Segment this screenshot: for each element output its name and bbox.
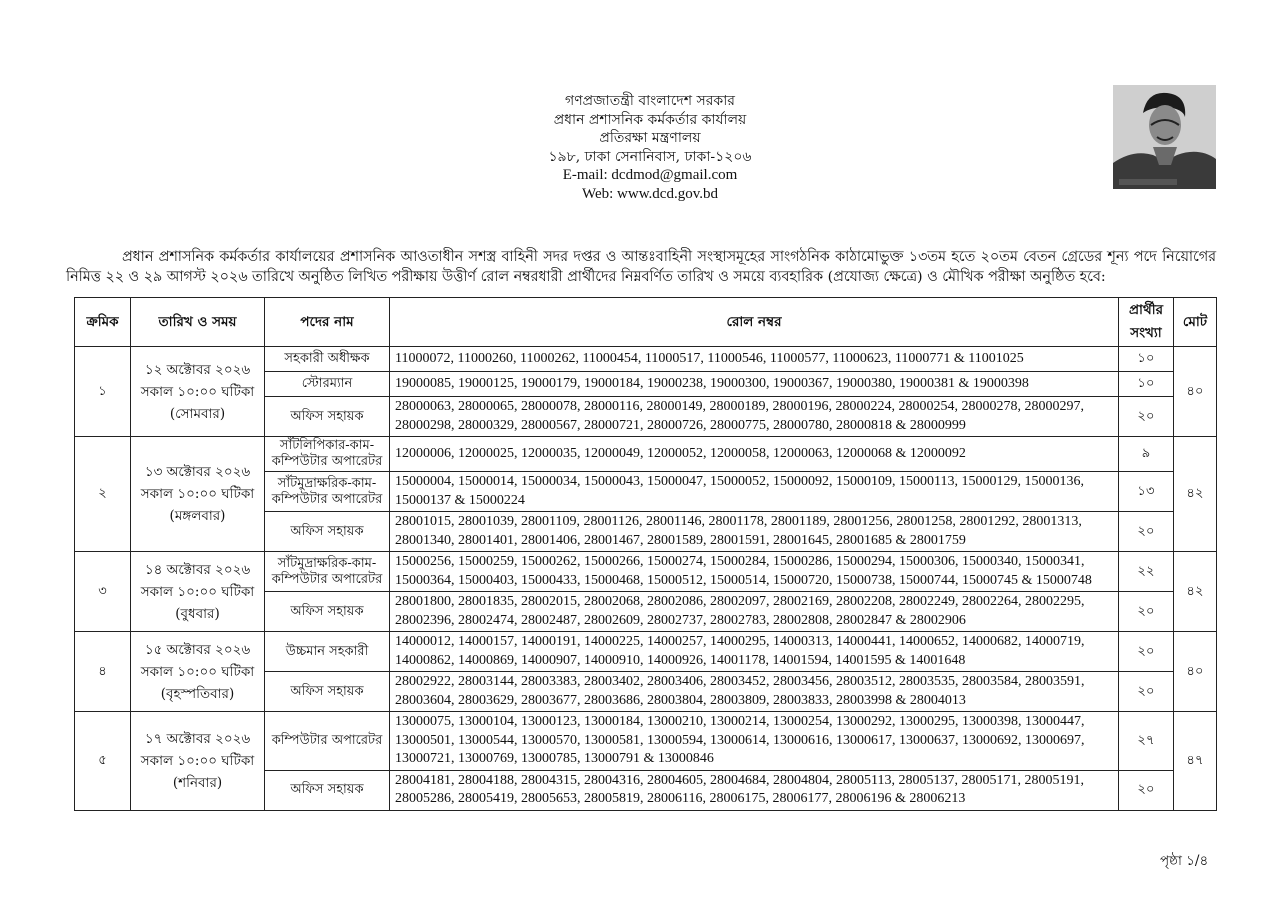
roll-cell: 28004181, 28004188, 28004315, 28004316, 28004605, 28004684, 28004804, 28005113, 28005137, 28005171, 28005191, 28005286, 28005419, 28005653, 28005819, 28006116, 28006175, 28006177, 28006196 & 28006213 bbox=[390, 770, 1119, 810]
total-cell: ৪২ bbox=[1174, 437, 1217, 552]
office-website: Web: www.dcd.gov.bd bbox=[582, 185, 718, 202]
count-cell: ২০ bbox=[1119, 672, 1174, 712]
serial-cell: ৩ bbox=[75, 552, 131, 632]
header-roll: রোল নম্বর bbox=[390, 298, 1119, 347]
exam-date: ১২ অক্টোবর ২০২৬ bbox=[144, 361, 251, 378]
post-cell: অফিস সহায়ক bbox=[265, 512, 390, 552]
datetime-cell bbox=[131, 552, 265, 632]
exam-date: ১৫ অক্টোবর ২০২৬ bbox=[144, 641, 251, 658]
roll-cell: 15000004, 15000014, 15000034, 15000043, 15000047, 15000052, 15000092, 15000109, 15000113, 15000129, 15000136, 15000137 & 15000224 bbox=[390, 472, 1119, 512]
datetime-cell bbox=[131, 712, 265, 811]
count-cell: ৯ bbox=[1119, 437, 1174, 472]
office-name: প্রধান প্রশাসনিক কর্মকর্তার কার্যালয় bbox=[553, 111, 747, 128]
table-row bbox=[75, 347, 1217, 372]
roll-cell: 11000072, 11000260, 11000262, 11000454, 11000517, 11000546, 11000577, 11000623, 11000771 & 11001025 bbox=[390, 347, 1119, 372]
office-email: E-mail: dcdmod@gmail.com bbox=[562, 167, 738, 183]
header-post: পদের নাম bbox=[265, 298, 390, 347]
header-serial: ক্রমিক bbox=[75, 298, 131, 347]
count-cell: ২৭ bbox=[1119, 712, 1174, 771]
serial-cell: ৫ bbox=[75, 712, 131, 811]
office-header bbox=[440, 92, 860, 203]
exam-date: ১৩ অক্টোবর ২০২৬ bbox=[144, 464, 251, 480]
exam-day: (শনিবার) bbox=[172, 774, 223, 791]
govt-name: গণপ্রজাতন্ত্রী বাংলাদেশ সরকার bbox=[565, 93, 735, 109]
count-cell: ২০ bbox=[1119, 512, 1174, 552]
post-cell: স্টোরম্যান bbox=[265, 372, 390, 397]
count-cell: ১৩ bbox=[1119, 472, 1174, 512]
table-header-row bbox=[75, 298, 1217, 347]
header-datetime: তারিখ ও সময় bbox=[131, 298, 265, 347]
exam-time: সকাল ১০:০০ ঘটিকা bbox=[140, 583, 255, 600]
roll-cell: 15000256, 15000259, 15000262, 15000266, 15000274, 15000284, 15000286, 15000294, 15000306, 15000340, 15000341, 15000364, 15000403, 15000433, 15000468, 15000512, 15000514, 15000720, 15000738, 15000744, 15000745 & 15000748 bbox=[390, 552, 1119, 592]
portrait-illustration bbox=[1113, 85, 1216, 189]
table-row bbox=[75, 712, 1217, 771]
roll-cell: 13000075, 13000104, 13000123, 13000184, 13000210, 13000214, 13000254, 13000292, 13000295, 13000398, 13000447, 13000501, 13000544, 13000570, 13000581, 13000594, 13000614, 13000616, 13000617, 13000637, 13000692, 13000697, 13000721, 13000769, 13000785, 13000791 & 13000846 bbox=[390, 712, 1119, 771]
table-row bbox=[75, 632, 1217, 672]
post-cell: অফিস সহায়ক bbox=[265, 770, 390, 810]
count-cell: ২০ bbox=[1119, 592, 1174, 632]
roll-cell: 19000085, 19000125, 19000179, 19000184, 19000238, 19000300, 19000367, 19000380, 19000381 & 19000398 bbox=[390, 372, 1119, 397]
datetime-cell bbox=[131, 347, 265, 437]
header-total: মোট bbox=[1174, 298, 1217, 347]
roll-cell: 28000063, 28000065, 28000078, 28000116, 28000149, 28000189, 28000196, 28000224, 28000254, 28000278, 28000297, 28000298, 28000329, 28000567, 28000721, 28000726, 28000775, 28000780, 28000818 & 28000999 bbox=[390, 397, 1119, 437]
count-cell: ২০ bbox=[1119, 632, 1174, 672]
exam-date: ১৪ অক্টোবর ২০২৬ bbox=[144, 561, 251, 578]
portrait-image bbox=[1113, 85, 1216, 189]
roll-cell: 28001800, 28001835, 28002015, 28002068, 28002086, 28002097, 28002169, 28002208, 28002249, 28002264, 28002295, 28002396, 28002474, 28002487, 28002609, 28002737, 28002783, 28002808, 28002847 & 28002906 bbox=[390, 592, 1119, 632]
exam-time: সকাল ১০:০০ ঘটিকা bbox=[140, 486, 255, 502]
exam-date: ১৭ অক্টোবর ২০২৬ bbox=[144, 730, 251, 747]
serial-cell: ৪ bbox=[75, 632, 131, 712]
post-cell: অফিস সহায়ক bbox=[265, 672, 390, 712]
page-number: পৃষ্ঠা ১/৪ bbox=[1160, 853, 1209, 869]
roll-cell: 28002922, 28003144, 28003383, 28003402, 28003406, 28003452, 28003456, 28003512, 28003535, 28003584, 28003591, 28003604, 28003629, 28003677, 28003686, 28003804, 28003809, 28003833, 28003998 & 28004013 bbox=[390, 672, 1119, 712]
exam-time: সকাল ১০:০০ ঘটিকা bbox=[140, 663, 255, 680]
total-cell: ৪৭ bbox=[1174, 712, 1217, 811]
count-cell: ১০ bbox=[1119, 347, 1174, 372]
roll-cell: 12000006, 12000025, 12000035, 12000049, 12000052, 12000058, 12000063, 12000068 & 12000092 bbox=[390, 437, 1119, 472]
exam-time: সকাল ১০:০০ ঘটিকা bbox=[140, 383, 255, 400]
post-cell: সাঁটমুদ্রাক্ষরিক-কাম-কম্পিউটার অপারেটর bbox=[265, 552, 390, 592]
roll-cell: 14000012, 14000157, 14000191, 14000225, 14000257, 14000295, 14000313, 14000441, 14000652, 14000682, 14000719, 14000862, 14000869, 14000907, 14000910, 14000926, 14001178, 14001594, 14001595 & 14001648 bbox=[390, 632, 1119, 672]
post-cell: সাঁটলিপিকার-কাম-কম্পিউটার অপারেটর bbox=[265, 437, 390, 472]
table-row bbox=[75, 552, 1217, 592]
total-cell: ৪০ bbox=[1174, 632, 1217, 712]
exam-day: (বৃহস্পতিবার) bbox=[160, 685, 235, 702]
count-cell: ২০ bbox=[1119, 397, 1174, 437]
exam-day: (সোমবার) bbox=[169, 405, 226, 422]
notice-intro: প্রধান প্রশাসনিক কর্মকর্তার কার্যালয়ের প্রশাসনিক আওতাধীন সশস্ত্র বাহিনী সদর দপ্তর ও আন্তঃবাহিনী সংস্থাসমূহের সাংগঠনিক কাঠামোভুক্ত ১৩তম হতে ২০তম বেতন গ্রেডের শূন্য পদে নিয়োগের নিমিত্ত ২২ ও ২৯ আগস্ট ২০২৬ তারিখে অনুষ্ঠিত লিখিত পরীক্ষায় উত্তীর্ণ রোল নম্বরধারী প্রার্থীদের নিম্নবর্ণিত তারিখ ও সময়ে ব্যবহারিক (প্রযোজ্য ক্ষেত্রে) ও মৌখিক পরীক্ষা অনুষ্ঠিত হবে: bbox=[66, 249, 1216, 286]
serial-cell: ১ bbox=[75, 347, 131, 437]
exam-schedule-table bbox=[74, 297, 1217, 811]
post-cell: কম্পিউটার অপারেটর bbox=[265, 712, 390, 771]
exam-time: সকাল ১০:০০ ঘটিকা bbox=[140, 752, 255, 769]
count-cell: ২০ bbox=[1119, 770, 1174, 810]
count-cell: ১০ bbox=[1119, 372, 1174, 397]
total-cell: ৪২ bbox=[1174, 552, 1217, 632]
count-cell: ২২ bbox=[1119, 552, 1174, 592]
post-cell: সাঁটমুদ্রাক্ষরিক-কাম-কম্পিউটার অপারেটর bbox=[265, 472, 390, 512]
exam-day: (মঙ্গলবার) bbox=[169, 508, 226, 524]
roll-cell: 28001015, 28001039, 28001109, 28001126, 28001146, 28001178, 28001189, 28001256, 28001258, 28001292, 28001313, 28001340, 28001401, 28001406, 28001467, 28001589, 28001591, 28001645, 28001685 & 28001759 bbox=[390, 512, 1119, 552]
post-cell: সহকারী অধীক্ষক bbox=[265, 347, 390, 372]
exam-day: (বুধবার) bbox=[175, 605, 220, 622]
post-cell: উচ্চমান সহকারী bbox=[265, 632, 390, 672]
datetime-cell bbox=[131, 632, 265, 712]
serial-cell: ২ bbox=[75, 437, 131, 552]
ministry-name: প্রতিরক্ষা মন্ত্রণালয় bbox=[599, 130, 701, 146]
header-count: প্রার্থীর সংখ্যা bbox=[1119, 298, 1174, 347]
office-address: ১৯৮, ঢাকা সেনানিবাস, ঢাকা-১২০৬ bbox=[548, 148, 752, 165]
post-cell: অফিস সহায়ক bbox=[265, 397, 390, 437]
post-cell: অফিস সহায়ক bbox=[265, 592, 390, 632]
datetime-cell bbox=[131, 437, 265, 552]
table-row bbox=[75, 437, 1217, 472]
total-cell: ৪০ bbox=[1174, 347, 1217, 437]
